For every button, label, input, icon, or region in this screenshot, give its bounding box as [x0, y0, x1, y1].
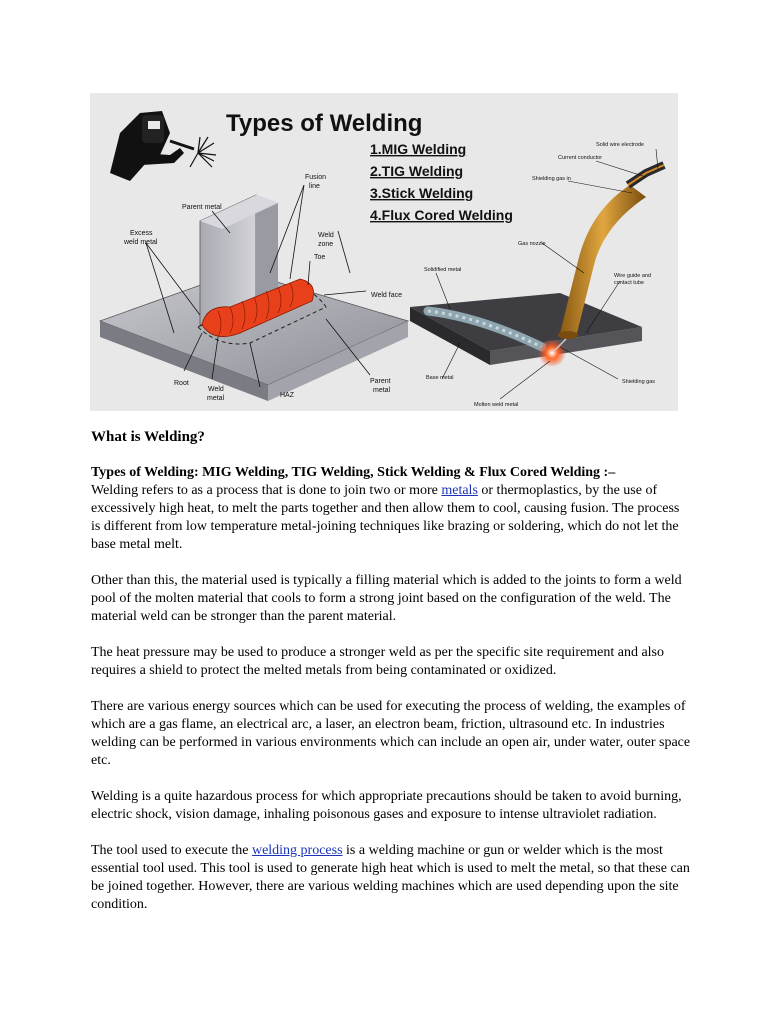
- label-parent: Parent: [370, 378, 391, 385]
- label-weld-2: Weld: [208, 386, 224, 393]
- label-root: Root: [174, 380, 189, 387]
- fillet-weld-diagram: [100, 174, 408, 402]
- svg-text:Parent metal: [182, 204, 222, 211]
- label-haz: HAZ: [280, 392, 294, 399]
- label-solid-wire: Solid wire electrode: [596, 142, 644, 148]
- svg-text:Fusion: [305, 174, 326, 181]
- label-shielding-gas-in: Shielding gas in: [532, 176, 571, 182]
- tools-text-b: is a welding machine or gun or welder which is the most essential tool used. This tool is used to generate high heat which is used to melt the metal, so that these can be joined together. However, there are various welding machines which are used depending upon the site condition.: [91, 843, 690, 912]
- label-contact-tube: contact tube: [614, 280, 644, 286]
- svg-text:Toe: [314, 254, 325, 261]
- svg-text:Parent: [370, 378, 391, 385]
- paragraph-hazards: Welding is a quite hazardous process for which appropriate precautions should be taken to avoid burning, electric shock, vision damage, inhaling poisonous gases and exposure to intense ultraviolet radiation.: [91, 789, 682, 822]
- svg-text:Weld face: [371, 292, 402, 299]
- types-of-welding-figure: [90, 93, 678, 411]
- type-tig: 2.TIG Welding: [370, 163, 464, 179]
- article-body: [91, 428, 691, 932]
- paragraph-energy-sources: There are various energy sources which can be used for executing the process of welding, the examples of which are a gas flame, an electrical arc, a laser, an electron beam, friction, ultrasound etc. In industries welding can be performed in various environments which can include an open air, under water, outer space etc.: [91, 699, 691, 768]
- figure-title: Types of Welding: [226, 110, 423, 137]
- svg-text:metal: [207, 395, 225, 402]
- svg-text:metal: [373, 387, 391, 394]
- mig-torch-diagram: [410, 142, 664, 408]
- tools-text-a: The tool used to execute the: [91, 843, 252, 858]
- svg-text:Weld: [318, 232, 334, 239]
- label-weld-metal-excess: weld metal: [124, 239, 158, 246]
- label-line: line: [309, 183, 320, 190]
- label-molten-weld: Molten weld metal: [474, 402, 519, 408]
- type-mig: 1.MIG Welding: [370, 141, 467, 157]
- paragraph-filler-material: Other than this, the material used is typically a filling material which is added to the joints to form a weld pool of the molten material that cools to form a strong joint based on the configuration of the weld. The material weld can be stronger than the parent material.: [91, 573, 682, 624]
- metals-link[interactable]: metals: [441, 483, 478, 498]
- type-stick: 3.Stick Welding: [370, 185, 474, 201]
- svg-text:HAZ: [280, 392, 295, 399]
- label-gas-nozzle: Gas nozzle: [518, 241, 546, 247]
- label-current-conductor: Current conductor: [558, 155, 603, 161]
- intro-text-a: Welding refers to as a process that is done to join two or more: [91, 483, 442, 498]
- label-toe: Toe: [314, 254, 326, 261]
- label-zone: zone: [318, 241, 334, 248]
- intro-text-b: or thermoplastics, by the use of excessively high heat, to melt the parts together and then allow them to cool, causing fusion. The process is different from low temperature metal-joining techniques like brazing or soldering, which do not let the base metal melt.: [91, 483, 680, 552]
- label-excess: Excess: [130, 230, 153, 237]
- svg-text:weld metal: [123, 239, 158, 246]
- svg-text:zone: [318, 241, 333, 248]
- welder-icon: [110, 111, 216, 181]
- label-metal: metal: [207, 395, 225, 402]
- paragraph-heat-pressure: The heat pressure may be used to produce a stronger weld as per the specific site requirement and also requires a shield to protect the melted metals from being contaminated or oxidized.: [91, 645, 665, 678]
- label-fusion: Fusion: [305, 174, 327, 181]
- section-heading: What is Welding?: [91, 429, 205, 445]
- svg-text:line: [309, 183, 320, 190]
- paragraph-tools: [91, 842, 691, 914]
- label-metal-2: metal: [373, 387, 391, 394]
- label-parent-metal: Parent metal: [182, 204, 222, 211]
- label-shielding-gas: Shielding gas: [622, 379, 656, 385]
- label-solidified-metal: Solidified metal: [424, 267, 462, 273]
- type-flux: 4.Flux Cored Welding: [370, 207, 513, 223]
- welding-process-link[interactable]: welding process: [251, 843, 343, 858]
- lead-sentence: Types of Welding: MIG Welding, TIG Welding, Stick Welding & Flux Cored Welding :–: [91, 465, 616, 480]
- svg-text:Weld: [208, 386, 224, 393]
- label-weld: Weld: [318, 232, 334, 239]
- paragraph-intro: [91, 464, 691, 554]
- label-wire-guide: Wire guide and: [614, 273, 651, 279]
- svg-text:Root: [174, 380, 189, 387]
- label-weld-face: Weld face: [371, 292, 402, 299]
- svg-text:Excess: [130, 230, 153, 237]
- label-base-metal: Base metal: [426, 375, 454, 381]
